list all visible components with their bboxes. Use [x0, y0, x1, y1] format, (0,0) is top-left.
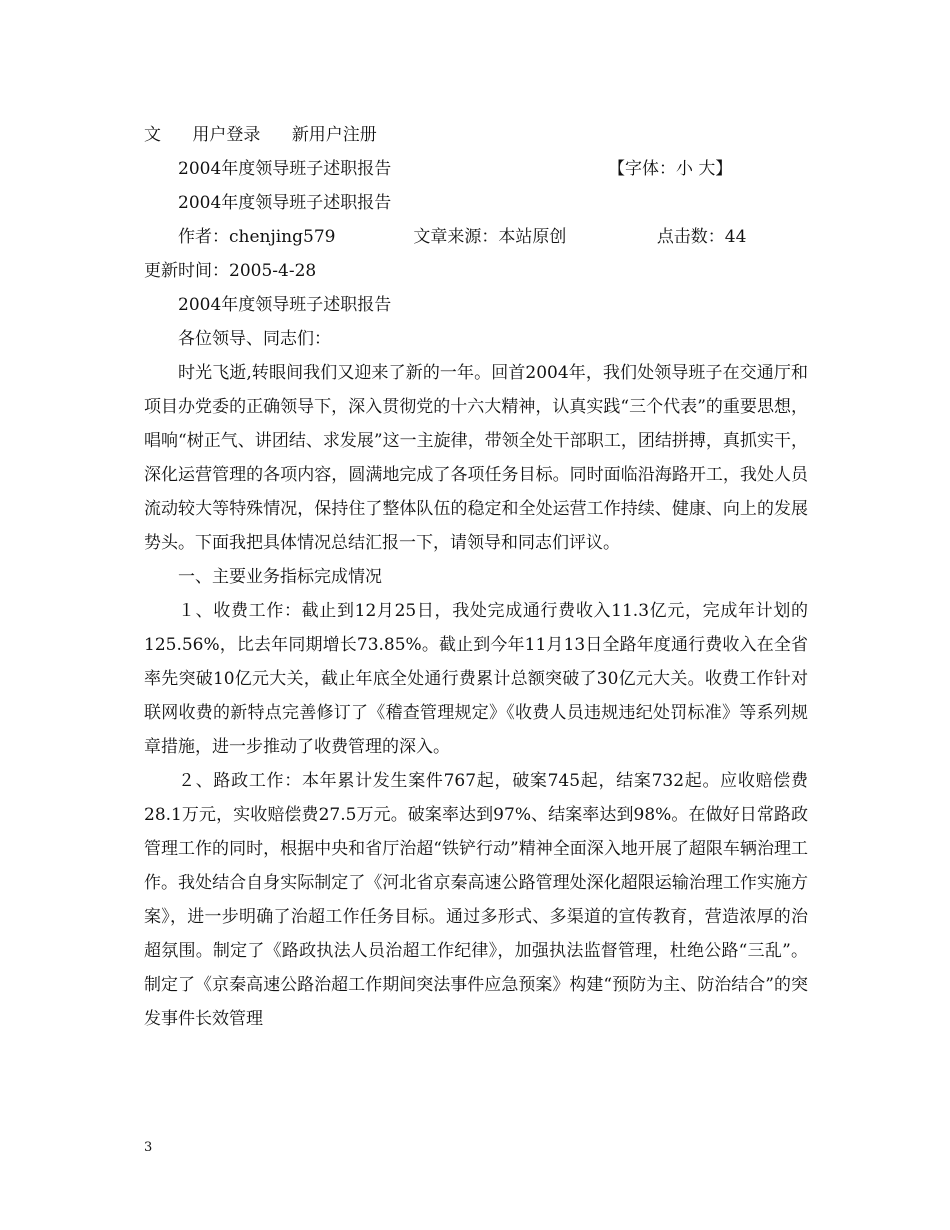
font-small-button[interactable]: 小	[676, 159, 693, 179]
register-link[interactable]: 新用户注册	[291, 125, 377, 145]
font-size-label-close: 】	[715, 159, 733, 179]
article-meta	[144, 220, 808, 254]
font-size-switcher	[608, 152, 732, 186]
nav-prefix: 文	[144, 125, 161, 145]
article-updated: 更新时间：2005-4-28	[144, 261, 317, 281]
header-title: 2004年度领导班子述职报告	[178, 159, 392, 179]
article-author: 作者：chenjing579	[178, 227, 336, 247]
article-subtitle: 2004年度领导班子述职报告	[178, 295, 392, 315]
font-large-button[interactable]: 大	[698, 159, 716, 179]
header-row	[144, 152, 808, 186]
top-nav	[144, 118, 808, 152]
login-link[interactable]: 用户登录	[192, 125, 261, 145]
toll-paragraph: １、收费工作：截止到12月25日，我处完成通行费收入11.3亿元，完成年计划的125.56%，比去年同期增长73.85%。截止到今年11月13日全路年度通行费收入在全省率先突破10亿元大关，截止年底全处通行费累计总额突破了30亿元大关。收费工作针对联网收费的新特点完善修订了《稽查管理规定》《收费人员违规违纪处罚标准》等系列规章措施，进一步推动了收费管理的深入。	[144, 601, 808, 757]
font-size-label: 【字体：	[608, 159, 676, 179]
article-hits: 点击数：44	[656, 227, 747, 247]
salutation: 各位领导、同志们：	[178, 329, 331, 349]
page-number: 3	[144, 1140, 153, 1155]
section-heading: 一、主要业务指标完成情况	[178, 567, 382, 587]
article-source: 文章来源：本站原创	[413, 227, 567, 247]
road-admin-paragraph: ２、路政工作：本年累计发生案件767起，破案745起，结案732起。应收赔偿费28.1万元，实收赔偿费27.5万元。破案率达到97%、结案率达到98%。在做好日常路政管理工作的同时，根据中央和省厅治超“铁铲行动”精神全面深入地开展了超限车辆治理工作。我处结合自身实际制定了《河北省京秦高速公路管理处深化超限运输治理工作实施方案》，进一步明确了治超工作任务目标。通过多形式、多渠道的宣传教育，营造浓厚的治超氛围。制定了《路政执法人员治超工作纪律》，加强执法监督管理，杜绝公路“三乱”。制定了《京秦高速公路治超工作期间突法事件应急预案》构建“预防为主、防治结合”的突发事件长效管理	[144, 771, 808, 1029]
article-title: 2004年度领导班子述职报告	[178, 193, 392, 213]
document-body	[144, 118, 808, 1036]
intro-paragraph: 时光飞逝,转眼间我们又迎来了新的一年。回首2004年，我们处领导班子在交通厅和项目办党委的正确领导下，深入贯彻党的十六大精神，认真实践“三个代表”的重要思想，唱响“树正气、讲团结、求发展”这一主旋律，带领全处干部职工，团结拼搏，真抓实干，深化运营管理的各项内容，圆满地完成了各项任务目标。同时面临沿海路开工，我处人员流动较大等特殊情况，保持住了整体队伍的稳定和全处运营工作持续、健康、向上的发展势头。下面我把具体情况总结汇报一下，请领导和同志们评议。	[144, 363, 808, 553]
